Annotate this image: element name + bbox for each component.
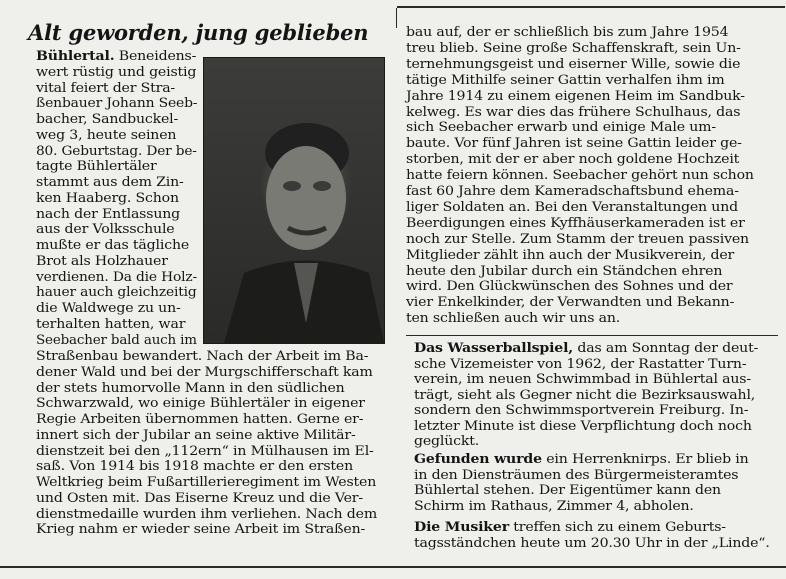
text-line — [414, 467, 738, 482]
text-line: dienstmedaille wurden ihm verliehen. Nach dem — [36, 505, 378, 521]
line-text: treffen sich zu einem Geburts- — [508, 519, 726, 534]
text-line: der stets humorvolle Mann in den südlichen — [36, 379, 345, 395]
lead-in: Das Wasserballspiel, — [414, 340, 574, 355]
line-text: nach der Entlassung — [36, 205, 181, 221]
text-line: dienstzeit bei den „112ern“ in Mülhausen im El- — [36, 442, 374, 458]
line-text: tagte Bühlertäler — [36, 158, 157, 174]
text-line: storben, mit der er aber noch goldene Hochzeit — [406, 151, 740, 167]
text-line — [36, 64, 196, 79]
text-line — [414, 402, 748, 417]
text-line — [414, 433, 479, 448]
text-line: noch zur Stelle. Zum Stamm der treuen passiven — [406, 230, 749, 246]
line-text: terhalten hatten, war — [36, 315, 186, 331]
column-divider — [396, 8, 397, 28]
text-line — [36, 111, 178, 126]
line-text: sche Vizemeister von 1962, der Rastatter Turn- — [414, 355, 747, 371]
text-line — [414, 451, 749, 466]
bottom-rule — [0, 566, 786, 568]
text-line: sich Seebacher erwarb und einige Male um- — [406, 119, 716, 135]
line-text: verein, im neuen Schwimmbad in Bühlertal aus- — [414, 371, 751, 386]
text-line — [36, 174, 184, 189]
line-text: die Waldwege zu un- — [36, 300, 181, 315]
text-line: und Osten mit. Das Eiserne Kreuz und die Ver- — [36, 489, 363, 505]
text-line — [36, 80, 175, 95]
text-line: fast 60 Jahre dem Kameradschaftsbund ehema- — [406, 183, 739, 198]
text-line — [414, 498, 694, 513]
text-line: treu blieb. Seine große Schaffenskraft, sein Un- — [406, 39, 741, 55]
text-line: baute. Vor fünf Jahren ist seine Gattin leider ge- — [406, 135, 742, 151]
line-text: verdienen. Da die Holz- — [36, 268, 197, 284]
line-text: Brot als Holzhauer — [36, 252, 168, 268]
text-line: ternehmungsgeist und eiserner Wille, sowie die — [406, 55, 741, 71]
text-line: Straßenbau bewandert. Nach der Arbeit im Ba- — [36, 348, 369, 363]
line-text: sondern den Schwimmsportverein Freiburg. In- — [414, 402, 749, 417]
line-text: in den Diensträumen des Bürgermeisteramtes — [414, 466, 739, 482]
line-text: vital feiert der Stra- — [36, 79, 176, 95]
text-line — [36, 95, 197, 110]
text-line — [414, 356, 746, 371]
line-text: mußte er das tägliche — [36, 237, 190, 252]
line-text: ken Haaberg. Schon — [36, 189, 179, 205]
text-line — [414, 535, 770, 550]
line-text: Schirm im Rathaus, Zimmer 4, abholen. — [414, 497, 694, 513]
text-line: heute den Jubilar durch ein Ständchen ehren — [406, 262, 723, 278]
text-line — [414, 519, 726, 534]
line-text: weg 3, heute seinen — [36, 126, 177, 142]
article-title: Alt geworden, jung geblieben — [28, 20, 369, 45]
line-text: das am Sonntag der deut- — [573, 340, 759, 355]
text-line — [36, 237, 189, 252]
text-line — [36, 127, 176, 142]
text-line: ten schließen auch wir uns an. — [406, 310, 621, 326]
text-line: Krieg nahm er wieder seine Arbeit im Straßen- — [36, 521, 366, 537]
line-text: geglückt. — [414, 433, 480, 448]
text-line: Schwarzwald, wo einige Bühlertäler in eigener — [36, 395, 365, 411]
text-line: kelweg. Es war dies das frühere Schulhaus, das — [406, 103, 741, 119]
text-line — [36, 143, 197, 158]
line-text: Bühlertal stehen. Der Eigentümer kann den — [414, 482, 721, 497]
line-text: Seebacher bald auch im — [36, 331, 197, 347]
line-text: letzter Minute ist diese Verpflichtung doch noch — [414, 417, 752, 433]
text-line — [414, 371, 751, 386]
text-line: Regie Arbeiten übernommen hatten. Gerne er- — [36, 411, 364, 426]
text-line — [414, 340, 758, 355]
line-text: hauer auch gleichzeitig — [36, 284, 197, 300]
text-line: hatte feiern können. Seebacher gehört nun schon — [406, 167, 754, 183]
line-text: 80. Geburtstag. Der be- — [36, 142, 197, 158]
text-line — [36, 48, 196, 63]
portrait-figure — [204, 58, 384, 343]
text-line — [36, 253, 168, 268]
text-line — [36, 206, 180, 221]
text-line — [36, 332, 197, 347]
line-text: stammt aus dem Zin- — [36, 174, 184, 189]
line-text: wert rüstig und geistig — [36, 63, 197, 79]
text-line — [414, 387, 755, 402]
line-text: Beneidens- — [114, 48, 197, 63]
text-line: bau auf, der er schließlich bis zum Jahre 1954 — [406, 24, 729, 39]
text-line — [36, 158, 157, 173]
text-line — [36, 284, 196, 299]
text-line: liger Soldaten an. Bei den Veranstaltungen und — [406, 198, 738, 214]
lead-in: Bühlertal. — [36, 48, 115, 63]
lead-in: Gefunden wurde — [414, 451, 542, 466]
text-line: Weltkrieg beim Fußartillerieregiment im Westen — [36, 474, 377, 489]
text-line — [36, 300, 181, 315]
line-text: bacher, Sandbuckel- — [36, 111, 179, 126]
text-line — [36, 221, 174, 236]
portrait-photo — [203, 57, 385, 344]
text-line: innert sich der Jubilar an seine aktive Militär- — [36, 426, 356, 442]
text-line: tätige Mithilfe seiner Gattin verhalfen ihm im — [406, 71, 725, 87]
text-line — [414, 482, 721, 497]
line-text: aus der Volksschule — [36, 221, 175, 237]
text-line: dener Wald und bei der Murgschifferschaft kam — [36, 363, 373, 379]
text-line — [414, 418, 752, 433]
text-line: Beerdigungen eines Kyffhäuserkameraden ist er — [406, 214, 745, 230]
line-text: trägt, sieht als Gegner nicht die Bezirksauswahl, — [414, 386, 756, 402]
text-line: Mitglieder zählt ihn auch der Musikverein, der — [406, 246, 735, 262]
text-line — [36, 316, 185, 331]
text-line: vier Enkelkinder, der Verwandten und Bekann- — [406, 294, 735, 310]
line-text: tagsständchen heute um 20.30 Uhr in der „Linde“. — [414, 534, 770, 550]
text-line: Jahre 1914 zu einem eigenen Heim im Sandbuk- — [406, 87, 745, 103]
text-line: wird. Den Glückwünschen des Sohnes und der — [406, 278, 733, 294]
text-line — [36, 190, 179, 205]
lead-in: Die Musiker — [414, 519, 509, 534]
top-rule — [397, 6, 785, 8]
brief-divider — [406, 335, 778, 336]
line-text: ßenbauer Johann Seeb- — [36, 95, 198, 111]
line-text: ein Herrenknirps. Er blieb in — [541, 451, 749, 466]
text-line — [36, 269, 197, 284]
text-line: saß. Von 1914 bis 1918 machte er den ersten — [36, 458, 354, 474]
